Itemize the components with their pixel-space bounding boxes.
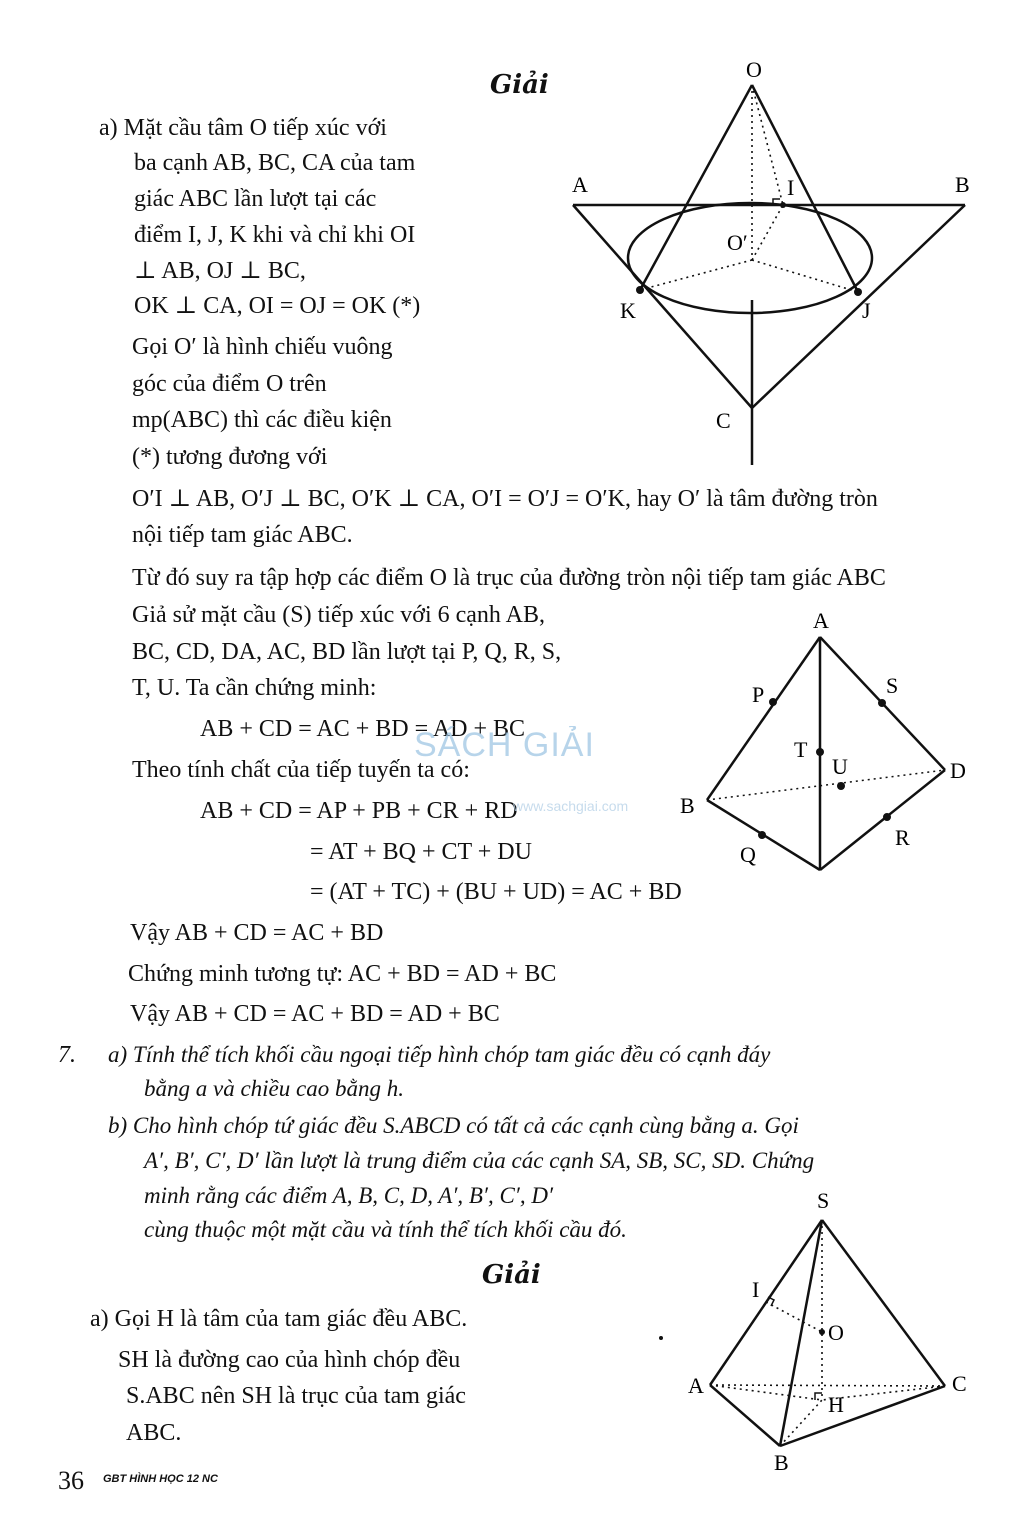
- figure-pyramid-sabc: [650, 1185, 980, 1475]
- part-b-line-4: AB + CD = AC + BD = AD + BC: [200, 716, 526, 742]
- part-a-line-12: nội tiếp tam giác ABC.: [132, 522, 353, 548]
- problem-7b-line-3: minh rằng các điểm A, B, C, D, A′, B′, C′, D′: [144, 1183, 553, 1208]
- point-K: [636, 286, 644, 294]
- watermark-url: www.sachgiai.com: [513, 798, 629, 814]
- label-S: S: [886, 673, 899, 698]
- solution-7a-line-3: S.ABC nên SH là trục của tam giác: [126, 1383, 466, 1409]
- point-P: [769, 698, 777, 706]
- label-B: B: [955, 172, 970, 197]
- page-number: 36: [58, 1466, 84, 1495]
- part-a-line-10: (*) tương đương với: [132, 444, 328, 470]
- part-a-line-2: ba cạnh AB, BC, CA của tam: [134, 150, 416, 176]
- label-S: S: [817, 1188, 830, 1213]
- part-b-line-7: = AT + BQ + CT + DU: [310, 839, 532, 865]
- label-I: I: [752, 1277, 760, 1302]
- label-O: O: [746, 57, 762, 82]
- label-B: B: [680, 793, 695, 818]
- watermark-brand: SÁCH GIẢI: [414, 726, 595, 764]
- solution-heading-2: Giải: [482, 1260, 541, 1290]
- problem-7a-line-1: a) Tính thể tích khối cầu ngoại tiếp hình chóp tam giác đều có cạnh đáy: [108, 1042, 771, 1067]
- point-J: [854, 288, 862, 296]
- solution-7a-line-4: ABC.: [126, 1420, 182, 1446]
- label-I: I: [787, 175, 795, 200]
- part-a-line-8: góc của điểm O trên: [132, 371, 327, 397]
- part-a-line-3: giác ABC lần lượt tại các: [134, 186, 377, 212]
- part-a-line-13: Từ đó suy ra tập hợp các điểm O là trục của đường tròn nội tiếp tam giác ABC: [132, 565, 886, 591]
- part-a-line-11: O′I ⊥ AB, O′J ⊥ BC, O′K ⊥ CA, O′I = O′J = O′K, hay O′ là tâm đường tròn: [132, 486, 878, 512]
- part-b-line-11: Vậy AB + CD = AC + BD = AD + BC: [130, 1001, 500, 1027]
- part-b-line-8: = (AT + TC) + (BU + UD) = AC + BD: [310, 879, 682, 905]
- point-O: [819, 1329, 825, 1335]
- part-a-line-7: Gọi O′ là hình chiếu vuông: [132, 334, 393, 360]
- part-b-line-10: Chứng minh tương tự: AC + BD = AD + BC: [128, 961, 557, 987]
- label-C: C: [716, 408, 731, 433]
- part-a-line-5: ⊥ AB, OJ ⊥ BC,: [134, 258, 306, 284]
- part-a-line-4: điểm I, J, K khi và chỉ khi OI: [134, 222, 416, 248]
- label-K: K: [620, 298, 636, 323]
- solution-heading-1: Giải: [490, 70, 549, 100]
- point-I: [780, 202, 786, 208]
- label-P: P: [752, 682, 765, 707]
- part-b-line-1: Giả sử mặt cầu (S) tiếp xúc với 6 cạnh AB,: [132, 602, 545, 628]
- part-b-line-6: AB + CD = AP + PB + CR + RD: [200, 798, 518, 824]
- book-title: GBT HÌNH HỌC 12 NC: [103, 1473, 218, 1485]
- problem-7-number: 7.: [58, 1042, 76, 1068]
- problem-7b-line-1: b) Cho hình chóp tứ giác đều S.ABCD có tất cả các cạnh cùng bằng a. Gọi: [108, 1113, 799, 1138]
- label-O: O: [828, 1320, 844, 1345]
- label-D: D: [950, 758, 966, 783]
- label-J: J: [862, 298, 871, 323]
- figure-sphere-tangent-triangle: [560, 55, 980, 475]
- part-b-line-5: Theo tính chất của tiếp tuyến ta có:: [132, 757, 470, 783]
- figure-tetrahedron-tangent-points: [670, 605, 980, 885]
- point-S: [878, 699, 886, 707]
- label-A: A: [813, 608, 829, 633]
- part-a-line-1: a) Mặt cầu tâm O tiếp xúc với: [99, 115, 387, 141]
- point-Q: [758, 831, 766, 839]
- part-b-line-9: Vậy AB + CD = AC + BD: [130, 920, 384, 946]
- label-H: H: [828, 1392, 844, 1417]
- problem-7a-line-2: bằng a và chiều cao bằng h.: [144, 1076, 404, 1101]
- label-R: R: [895, 825, 910, 850]
- part-b-line-3: T, U. Ta cần chứng minh:: [132, 675, 377, 701]
- point-U: [837, 782, 845, 790]
- label-Q: Q: [740, 842, 756, 867]
- label-O-prime: O′: [727, 230, 748, 255]
- part-a-line-6: OK ⊥ CA, OI = OJ = OK (*): [134, 293, 421, 319]
- label-T: T: [794, 737, 808, 762]
- label-A: A: [572, 172, 588, 197]
- label-C: C: [952, 1371, 967, 1396]
- part-a-line-9: mp(ABC) thì các điều kiện: [132, 407, 392, 433]
- part-b-line-2: BC, CD, DA, AC, BD lần lượt tại P, Q, R, S,: [132, 639, 562, 665]
- solution-7a-line-2: SH là đường cao của hình chóp đều: [118, 1347, 461, 1373]
- label-A: A: [688, 1373, 704, 1398]
- point-T: [816, 748, 824, 756]
- problem-7b-line-2: A′, B′, C′, D′ lần lượt là trung điểm của các cạnh SA, SB, SC, SD. Chứng: [144, 1148, 815, 1173]
- solution-7a-line-1: a) Gọi H là tâm của tam giác đều ABC.: [90, 1306, 468, 1332]
- label-U: U: [832, 754, 848, 779]
- point-R: [883, 813, 891, 821]
- label-B: B: [774, 1450, 789, 1475]
- problem-7b-line-4: cùng thuộc một mặt cầu và tính thể tích khối cầu đó.: [144, 1217, 627, 1242]
